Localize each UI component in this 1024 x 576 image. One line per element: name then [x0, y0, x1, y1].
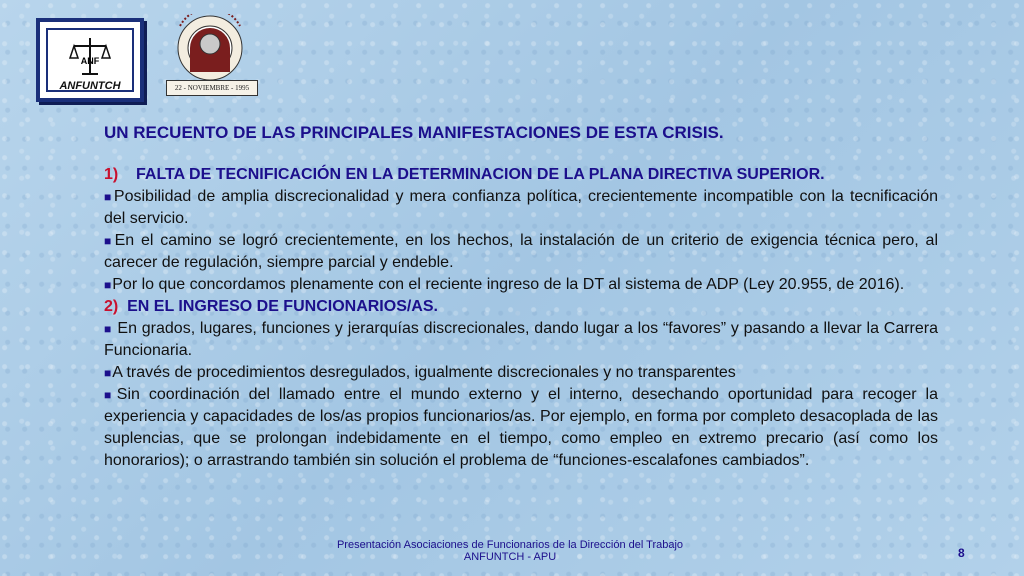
list-item — [104, 362, 938, 384]
page-number: 8 — [958, 546, 965, 560]
bullet-text: Posibilidad de amplia discrecionalidad y mera confianza política, crecientemente incompatible con la tecnificación del servicio. — [104, 188, 938, 227]
bullet-text: En grados, lugares, funciones y jerarquías discrecionales, dando lugar a los “favores” y pasando a llevar la Carrera Funcionaria. — [104, 320, 939, 359]
section-1-number: 1) — [104, 166, 119, 183]
bullet-icon: ■ — [104, 190, 113, 204]
slide-content — [104, 122, 938, 472]
scales-icon — [68, 34, 112, 78]
seal-date: 22 - NOVIEMBRE - 1995 — [166, 80, 258, 96]
section-2-heading — [104, 296, 938, 318]
bullet-text: A través de procedimientos desregulados, igualmente discrecionales y no transparentes — [112, 364, 736, 381]
anfuntch-logo — [36, 18, 144, 102]
logo-mark: ANF — [80, 56, 100, 66]
seal-icon — [160, 14, 260, 86]
list-item — [104, 384, 938, 472]
slide-title: UN RECUENTO DE LAS PRINCIPALES MANIFESTACIONES DE ESTA CRISIS. — [104, 123, 724, 142]
list-item — [104, 318, 938, 362]
bullet-icon: ■ — [104, 278, 112, 292]
bullet-text: En el camino se logró crecientemente, en los hechos, la instalación de un criterio de exigencia técnica pero, al carecer de regulación, siempre parcial y endeble. — [104, 232, 938, 271]
section-1-title: FALTA DE TECNIFICACIÓN EN LA DETERMINACION DE LA PLANA DIRECTIVA SUPERIOR. — [136, 166, 825, 183]
bullet-text: Sin coordinación del llamado entre el mundo externo y el interno, desechando oportunidad para recoger la experiencia y capacidades de los/as propios funcionarios/as. Por ejemplo, en forma por completo desacoplada de las suplencias, que se prolongan indebidamente en el tiempo, como empleo en extremo precario (así como los honorarios); o arrastrando también sin solución el problema de “funciones-escalafones cambiados”. — [104, 386, 939, 469]
section-2-title: EN EL INGRESO DE FUNCIONARIOS/AS. — [127, 298, 438, 315]
list-item — [104, 230, 938, 274]
footer — [330, 539, 690, 563]
list-item — [104, 274, 938, 296]
bullet-icon: ■ — [104, 388, 116, 402]
bullet-text: Por lo que concordamos plenamente con el reciente ingreso de la DT al sistema de ADP (Ley 20.955, de 2016). — [112, 276, 905, 293]
logo-text: ANFUNTCH — [59, 80, 121, 92]
section-1-heading — [104, 164, 938, 186]
footer-line-1: Presentación Asociaciones de Funcionarios de la Dirección del Trabajo — [336, 539, 684, 551]
footer-line-2: ANFUNTCH - APU — [463, 551, 557, 563]
bullet-icon: ■ — [104, 322, 112, 336]
apu-logo — [160, 14, 260, 98]
bullet-icon: ■ — [104, 234, 114, 248]
bullet-icon: ■ — [104, 366, 112, 380]
list-item — [104, 186, 938, 230]
section-2-number: 2) — [104, 298, 119, 315]
